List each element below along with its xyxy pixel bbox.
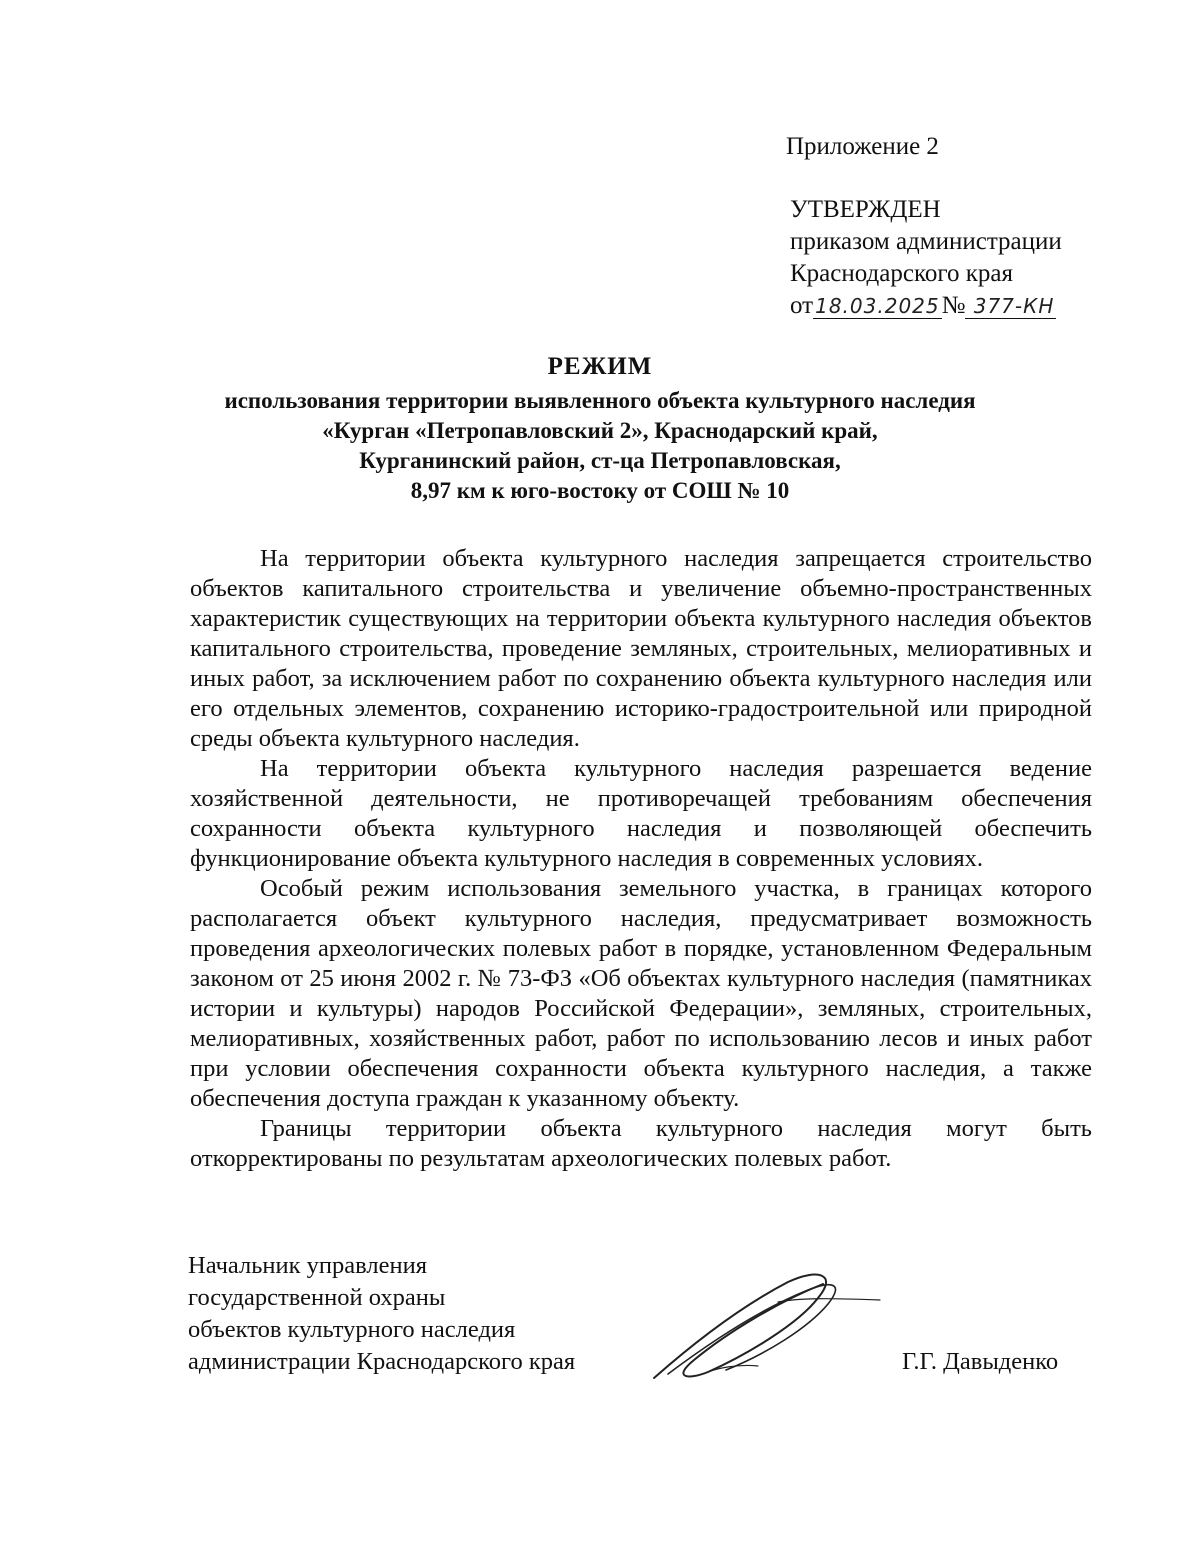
signatory-line-2: государственной охраны (188, 1284, 446, 1311)
paragraph-special-regime: Особый режим использования земельного участка, в границах которого располагается объект культурного наследия, предусматривает возможность проведения археологических полевых работ в порядке, установленном Федеральным законом от 25 июня 2002 г. № 73-ФЗ «Об объектах культурного наследия (памятниках истории и культуры) народов Российской Федерации», земляных, строительных, мелиоративных, хозяйственных работ, работ по использованию лесов и иных работ при условии обеспечения сохранности объекта культурного наследия, а также обеспечения доступа граждан к указанному объекту. (190, 875, 1092, 1112)
approval-stamp (790, 194, 1062, 322)
signatory-line-4: администрации Краснодарского края (188, 1348, 576, 1375)
title-main: РЕЖИМ (547, 353, 653, 380)
document-body (190, 544, 1092, 1174)
number-field (965, 294, 1056, 319)
paragraph-boundaries: Границы территории объекта культурного наследия могут быть откорректированы по результатам археологических полевых работ. (190, 1115, 1092, 1172)
signatory-line-3: объектов культурного наследия (188, 1316, 516, 1343)
date-field (813, 294, 942, 319)
paragraph-prohibitions: На территории объекта культурного наследия запрещается строительство объектов капитального строительства и увеличение объемно-пространственных характеристик существующих на территории объекта культурного наследия объектов капитального строительства, проведение земляных, строительных, мелиоративных и иных работ, за исключением работ по сохранению объекта культурного наследия или его отдельных элементов, сохранению историко-градостроительной или природной среды объекта культурного наследия. (190, 545, 1092, 752)
title-line-3: Курганинский район, ст-ца Петропавловская, (359, 448, 841, 473)
signatory-title (188, 1250, 575, 1378)
title-line-1: использования территории выявленного объекта культурного наследия (224, 388, 976, 413)
title-line-4: 8,97 км к юго-востоку от СОШ № 10 (410, 478, 790, 503)
document-title (160, 352, 1040, 506)
appendix-label: Приложение 2 (786, 133, 939, 160)
approval-date-number (790, 290, 1062, 322)
paragraph-permissions: На территории объекта культурного наследия разрешается ведение хозяйственной деятельности, не противоречащей требованиям обеспечения сохранности объекта культурного наследия и позволяющей обеспечить функционирование объекта культурного наследия в современных условиях. (190, 755, 1092, 872)
approval-line-order: приказом администрации (790, 228, 1062, 255)
approval-line-region: Краснодарского края (790, 260, 1013, 287)
approval-heading: УТВЕРЖДЕН (790, 196, 941, 223)
handwritten-date: 18.03.2025 (815, 294, 940, 318)
signatory-name: Г.Г. Давыденко (902, 1348, 1059, 1375)
number-prefix: № (941, 292, 966, 319)
date-prefix: от (790, 292, 814, 319)
handwritten-signature-icon (648, 1268, 884, 1384)
signatory-line-1: Начальник управления (188, 1252, 427, 1279)
title-line-2: «Курган «Петропавловский 2», Краснодарский край, (322, 418, 878, 443)
handwritten-number: 377-КН (973, 294, 1055, 318)
